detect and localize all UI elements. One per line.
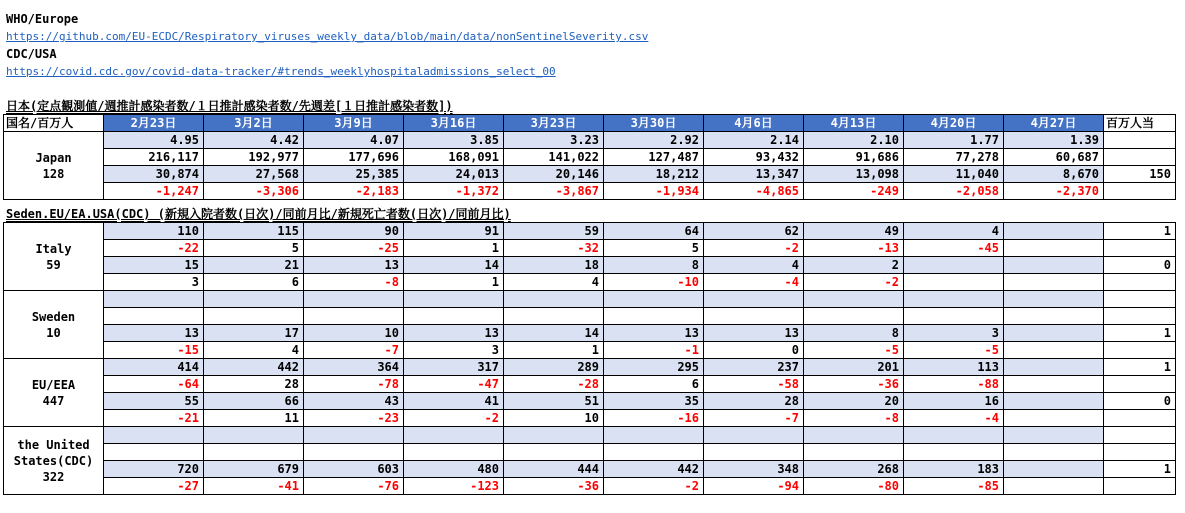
international-section-heading: Seden.EU/EA.USA(CDC) (新規入院者数(日次)/同前月比/新規死亡者数(日次)/同前月比) — [6, 207, 511, 221]
data-cell: -4,865 — [704, 183, 804, 200]
data-cell: -27 — [104, 478, 204, 495]
data-cell — [1004, 393, 1104, 410]
data-cell: 20 — [804, 393, 904, 410]
data-cell: -22 — [104, 240, 204, 257]
data-cell: 77,278 — [904, 149, 1004, 166]
data-cell: -7 — [304, 342, 404, 359]
data-cell: 4.07 — [304, 132, 404, 149]
data-cell: 127,487 — [604, 149, 704, 166]
data-cell — [1004, 257, 1104, 274]
data-cell: 3 — [104, 274, 204, 291]
data-cell: -249 — [804, 183, 904, 200]
data-cell: 25,385 — [304, 166, 404, 183]
data-cell: 289 — [504, 359, 604, 376]
data-cell: -2,183 — [304, 183, 404, 200]
data-cell: -23 — [304, 410, 404, 427]
data-cell — [1004, 274, 1104, 291]
country-cell — [4, 427, 104, 495]
data-cell — [1004, 240, 1104, 257]
column-header-date: 4月20日 — [904, 115, 1004, 132]
data-cell: 18 — [504, 257, 604, 274]
data-cell: 317 — [404, 359, 504, 376]
data-cell — [604, 444, 704, 461]
data-cell — [904, 257, 1004, 274]
data-cell: -58 — [704, 376, 804, 393]
data-cell — [204, 291, 304, 308]
data-cell: 55 — [104, 393, 204, 410]
data-cell: -76 — [304, 478, 404, 495]
data-cell — [404, 291, 504, 308]
data-cell: -5 — [904, 342, 1004, 359]
data-cell — [304, 427, 404, 444]
per-million-cell — [1104, 444, 1176, 461]
data-cell: 59 — [504, 223, 604, 240]
data-cell: 13 — [404, 325, 504, 342]
header-row — [4, 115, 1176, 132]
per-million-cell: 1 — [1104, 325, 1176, 342]
japan-section-heading: 日本(定点観測値/週推計感染者数/１日推計感染者数/先週差[１日推計感染者数]) — [6, 99, 453, 113]
country-name: the United States(CDC) — [13, 437, 94, 468]
data-cell — [804, 427, 904, 444]
data-cell: 13 — [704, 325, 804, 342]
data-cell: 4.42 — [204, 132, 304, 149]
data-cell: 35 — [604, 393, 704, 410]
data-cell: -3,306 — [204, 183, 304, 200]
country-name: Sweden — [31, 309, 76, 324]
data-cell — [1004, 478, 1104, 495]
data-cell: 17 — [204, 325, 304, 342]
data-cell: 2.10 — [804, 132, 904, 149]
column-header-date: 4月27日 — [1004, 115, 1104, 132]
per-million-cell — [1104, 342, 1176, 359]
column-header-date: 3月16日 — [404, 115, 504, 132]
per-million-cell: 1 — [1104, 223, 1176, 240]
data-cell: -2 — [604, 478, 704, 495]
data-cell — [1004, 359, 1104, 376]
per-million-cell — [1104, 478, 1176, 495]
data-cell: 43 — [304, 393, 404, 410]
data-cell: 15 — [104, 257, 204, 274]
data-cell: 5 — [204, 240, 304, 257]
data-cell: 21 — [204, 257, 304, 274]
table-row — [4, 478, 1176, 495]
column-header-date: 3月9日 — [304, 115, 404, 132]
data-cell: 49 — [804, 223, 904, 240]
data-cell: 168,091 — [404, 149, 504, 166]
country-cell — [4, 291, 104, 359]
data-cell: 4.95 — [104, 132, 204, 149]
data-cell: 141,022 — [504, 149, 604, 166]
who-europe-link[interactable]: https://github.com/EU-ECDC/Respiratory_viruses_weekly_data/blob/main/data/nonSentinelSeverity.csv — [6, 30, 649, 43]
data-cell: 364 — [304, 359, 404, 376]
per-million-cell: 0 — [1104, 393, 1176, 410]
cdc-usa-label: CDC/USA — [6, 47, 57, 61]
table-row — [4, 342, 1176, 359]
data-cell: -8 — [304, 274, 404, 291]
data-cell — [1004, 291, 1104, 308]
data-cell: 3 — [904, 325, 1004, 342]
data-cell: 8,670 — [1004, 166, 1104, 183]
data-cell: 91 — [404, 223, 504, 240]
data-cell: -7 — [704, 410, 804, 427]
data-cell: -47 — [404, 376, 504, 393]
column-header-date: 2月23日 — [104, 115, 204, 132]
per-million-cell — [1104, 240, 1176, 257]
data-cell: 192,977 — [204, 149, 304, 166]
table-row — [4, 223, 1176, 240]
data-cell: 177,696 — [304, 149, 404, 166]
data-cell — [904, 427, 1004, 444]
table-row — [4, 274, 1176, 291]
data-cell — [504, 291, 604, 308]
column-header-date: 3月23日 — [504, 115, 604, 132]
data-cell: 5 — [604, 240, 704, 257]
data-cell: 10 — [504, 410, 604, 427]
data-cell: 444 — [504, 461, 604, 478]
data-cell: 442 — [604, 461, 704, 478]
country-population: 447 — [42, 393, 65, 408]
country-population: 322 — [42, 469, 65, 484]
table-row — [4, 240, 1176, 257]
data-cell: 679 — [204, 461, 304, 478]
data-cell: 93,432 — [704, 149, 804, 166]
data-cell: 6 — [604, 376, 704, 393]
data-cell: 4 — [504, 274, 604, 291]
data-cell: 60,687 — [1004, 149, 1104, 166]
data-cell: 18,212 — [604, 166, 704, 183]
data-cell: 603 — [304, 461, 404, 478]
table-row — [4, 427, 1176, 444]
data-cell — [604, 308, 704, 325]
data-cell — [904, 444, 1004, 461]
data-cell: -36 — [504, 478, 604, 495]
data-cell — [604, 291, 704, 308]
table-row — [4, 376, 1176, 393]
data-cell: -41 — [204, 478, 304, 495]
data-cell — [1004, 427, 1104, 444]
data-cell: 442 — [204, 359, 304, 376]
data-cell — [804, 444, 904, 461]
data-cell: 4 — [904, 223, 1004, 240]
data-cell: 201 — [804, 359, 904, 376]
data-cell — [104, 427, 204, 444]
data-cell: -5 — [804, 342, 904, 359]
per-million-cell: 1 — [1104, 461, 1176, 478]
data-cell: 113 — [904, 359, 1004, 376]
data-cell: 295 — [604, 359, 704, 376]
cdc-usa-link[interactable]: https://covid.cdc.gov/covid-data-tracker/#trends_weeklyhospitaladmissions_select_00 — [6, 65, 556, 78]
country-name: EU/EEA — [31, 377, 76, 392]
table-row — [4, 325, 1176, 342]
data-cell: 62 — [704, 223, 804, 240]
column-header-per-million: 百万人当 — [1104, 115, 1176, 132]
data-cell: 13 — [604, 325, 704, 342]
data-cell: -25 — [304, 240, 404, 257]
data-cell: 720 — [104, 461, 204, 478]
data-cell: -2,370 — [1004, 183, 1104, 200]
international-table — [3, 222, 1176, 495]
data-cell: 115 — [204, 223, 304, 240]
data-cell: 3.23 — [504, 132, 604, 149]
data-cell: -85 — [904, 478, 1004, 495]
data-cell — [1004, 308, 1104, 325]
per-million-cell — [1104, 427, 1176, 444]
data-cell: 41 — [404, 393, 504, 410]
table-row — [4, 291, 1176, 308]
data-cell: 2.14 — [704, 132, 804, 149]
data-cell: -2,058 — [904, 183, 1004, 200]
country-cell — [4, 223, 104, 291]
data-cell: -4 — [704, 274, 804, 291]
data-cell: 11,040 — [904, 166, 1004, 183]
data-cell: 183 — [904, 461, 1004, 478]
data-cell — [204, 308, 304, 325]
data-cell: 2 — [804, 257, 904, 274]
data-cell — [104, 291, 204, 308]
data-cell — [204, 427, 304, 444]
table-row — [4, 132, 1176, 149]
per-million-cell — [1104, 308, 1176, 325]
country-name: Italy — [35, 241, 72, 256]
data-cell — [204, 444, 304, 461]
column-header-date: 4月6日 — [704, 115, 804, 132]
data-cell: -94 — [704, 478, 804, 495]
data-cell: -13 — [804, 240, 904, 257]
data-cell: -45 — [904, 240, 1004, 257]
data-cell — [504, 308, 604, 325]
data-cell: 66 — [204, 393, 304, 410]
data-cell: 64 — [604, 223, 704, 240]
data-cell: 1.77 — [904, 132, 1004, 149]
data-cell: 6 — [204, 274, 304, 291]
data-cell — [1004, 444, 1104, 461]
data-cell — [1004, 223, 1104, 240]
who-europe-label: WHO/Europe — [6, 12, 79, 26]
data-cell — [704, 444, 804, 461]
data-cell: 0 — [704, 342, 804, 359]
data-cell — [104, 308, 204, 325]
data-cell: 90 — [304, 223, 404, 240]
data-cell — [304, 291, 404, 308]
data-cell: 348 — [704, 461, 804, 478]
data-cell: -15 — [104, 342, 204, 359]
data-cell: 1 — [404, 274, 504, 291]
data-cell — [304, 308, 404, 325]
japan-table — [3, 114, 1176, 200]
data-cell: 3.85 — [404, 132, 504, 149]
data-cell — [804, 308, 904, 325]
per-million-cell — [1104, 410, 1176, 427]
data-cell: -2 — [404, 410, 504, 427]
per-million-cell — [1104, 183, 1176, 200]
data-cell: 28 — [704, 393, 804, 410]
data-cell — [1004, 376, 1104, 393]
data-cell: 28 — [204, 376, 304, 393]
table-row — [4, 257, 1176, 274]
data-cell: -3,867 — [504, 183, 604, 200]
table-row — [4, 410, 1176, 427]
data-cell: 91,686 — [804, 149, 904, 166]
country-population: 10 — [46, 325, 61, 340]
data-cell — [904, 274, 1004, 291]
per-million-cell — [1104, 376, 1176, 393]
data-cell: -64 — [104, 376, 204, 393]
table-row — [4, 393, 1176, 410]
data-cell: 13,347 — [704, 166, 804, 183]
table-row — [4, 166, 1176, 183]
data-cell — [504, 427, 604, 444]
data-cell: -4 — [904, 410, 1004, 427]
data-cell — [304, 444, 404, 461]
data-cell: -1 — [604, 342, 704, 359]
column-header-date: 4月13日 — [804, 115, 904, 132]
data-cell: 1.39 — [1004, 132, 1104, 149]
data-cell: -21 — [104, 410, 204, 427]
data-cell: 16 — [904, 393, 1004, 410]
data-cell: 27,568 — [204, 166, 304, 183]
data-cell: 110 — [104, 223, 204, 240]
data-cell: 13 — [304, 257, 404, 274]
data-cell — [904, 308, 1004, 325]
data-cell — [504, 444, 604, 461]
data-cell — [1004, 461, 1104, 478]
data-cell: 8 — [804, 325, 904, 342]
data-cell — [1004, 342, 1104, 359]
data-cell — [404, 427, 504, 444]
data-cell — [1004, 410, 1104, 427]
per-million-cell: 0 — [1104, 257, 1176, 274]
data-cell: 13 — [104, 325, 204, 342]
country-population: 128 — [42, 166, 65, 181]
per-million-cell — [1104, 274, 1176, 291]
data-cell: 8 — [604, 257, 704, 274]
data-cell — [704, 427, 804, 444]
per-million-cell: 1 — [1104, 359, 1176, 376]
table-row — [4, 183, 1176, 200]
country-cell — [4, 132, 104, 200]
data-cell: 268 — [804, 461, 904, 478]
data-cell: 24,013 — [404, 166, 504, 183]
country-population: 59 — [46, 257, 61, 272]
data-cell — [804, 291, 904, 308]
data-cell: -1,372 — [404, 183, 504, 200]
per-million-cell — [1104, 149, 1176, 166]
data-cell — [1004, 325, 1104, 342]
data-cell — [104, 444, 204, 461]
column-header-date: 3月30日 — [604, 115, 704, 132]
data-cell: -32 — [504, 240, 604, 257]
data-cell: 20,146 — [504, 166, 604, 183]
data-cell — [904, 291, 1004, 308]
country-cell — [4, 359, 104, 427]
data-cell: 237 — [704, 359, 804, 376]
data-cell: -1,247 — [104, 183, 204, 200]
data-cell: 480 — [404, 461, 504, 478]
data-cell: -123 — [404, 478, 504, 495]
data-cell: 216,117 — [104, 149, 204, 166]
data-cell: 51 — [504, 393, 604, 410]
data-cell: -36 — [804, 376, 904, 393]
data-cell: 4 — [704, 257, 804, 274]
column-header-date: 3月2日 — [204, 115, 304, 132]
data-cell: 10 — [304, 325, 404, 342]
data-cell: -88 — [904, 376, 1004, 393]
per-million-cell — [1104, 291, 1176, 308]
data-cell: 13,098 — [804, 166, 904, 183]
per-million-cell: 150 — [1104, 166, 1176, 183]
table-row — [4, 149, 1176, 166]
table-row — [4, 444, 1176, 461]
table-row — [4, 461, 1176, 478]
data-cell: 414 — [104, 359, 204, 376]
data-cell — [404, 444, 504, 461]
data-cell — [404, 308, 504, 325]
data-cell: 1 — [404, 240, 504, 257]
data-cell: -2 — [704, 240, 804, 257]
data-cell: -80 — [804, 478, 904, 495]
data-cell — [704, 308, 804, 325]
table-row — [4, 308, 1176, 325]
data-cell: 3 — [404, 342, 504, 359]
data-cell: -1,934 — [604, 183, 704, 200]
table-row — [4, 359, 1176, 376]
data-cell — [604, 427, 704, 444]
data-cell — [704, 291, 804, 308]
data-cell: -8 — [804, 410, 904, 427]
data-cell: -16 — [604, 410, 704, 427]
data-cell: 4 — [204, 342, 304, 359]
data-cell: 14 — [504, 325, 604, 342]
column-header-country: 国名/百万人 — [4, 115, 104, 132]
data-cell: 2.92 — [604, 132, 704, 149]
country-name: Japan — [35, 150, 72, 165]
data-cell: 14 — [404, 257, 504, 274]
data-cell: -78 — [304, 376, 404, 393]
per-million-cell — [1104, 132, 1176, 149]
data-cell: -10 — [604, 274, 704, 291]
data-cell: 11 — [204, 410, 304, 427]
data-cell: 30,874 — [104, 166, 204, 183]
data-cell: -28 — [504, 376, 604, 393]
data-cell: -2 — [804, 274, 904, 291]
data-cell: 1 — [504, 342, 604, 359]
